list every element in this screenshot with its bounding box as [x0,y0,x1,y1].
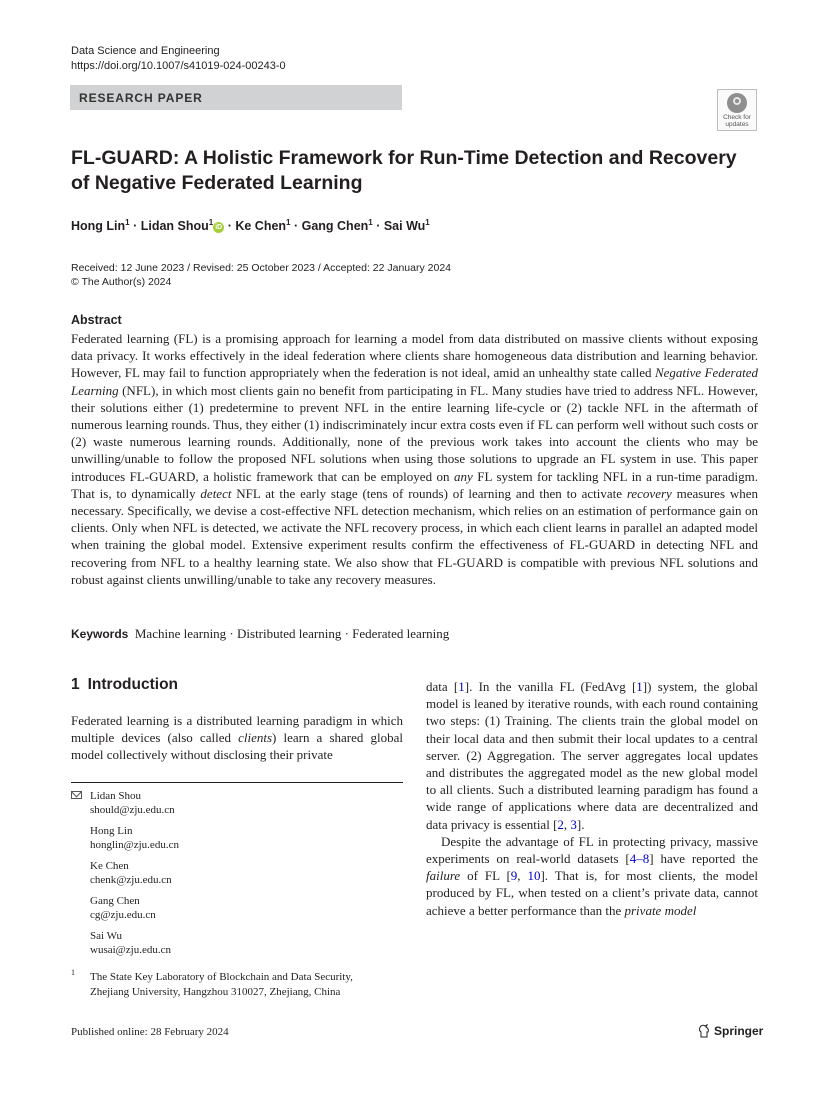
check-for-updates-icon[interactable] [717,89,757,131]
intro-emphasis: clients [238,730,273,746]
author-separator: · [224,219,236,234]
intro-text: of FL [ [460,868,511,884]
author-name: Gang Chen [301,219,369,234]
abstract-heading: Abstract [71,313,122,327]
orcid-icon[interactable]: iD [215,224,223,232]
author-affil: 1 [125,218,130,227]
abstract-text: NFL at the early stage (tens of rounds) of learning and then to activate [231,485,627,501]
abstract-text: (NFL), in which most clients gain no benefit from participating in FL. Many studies have tried to address NFL. However, their solutions either (1) predetermine to prevent NFL in the entire learning life-cycle or (2) tackle NFL in the aftermath of numerous learning rounds. Thus, they either (1) indiscriminately incur extra costs even if FL can perform well without such costs or (2) waste numerous learning rounds. Additionally, none of the previous work takes into account the clients who may be unwilling/unable to follow the proposed NFL solutions when using those solutions to upgrade an FL system in use. This paper introduces FL-GUARD, a holistic framework that can be employed on [71,382,758,484]
contact-email[interactable]: chenk@zju.edu.cn [90,874,172,886]
check-updates-line1: Check for [723,114,751,121]
intro-emphasis: failure [426,868,461,884]
doi-link[interactable]: https://doi.org/10.1007/s41019-024-00243-0 [71,60,286,72]
contact-entry [90,824,179,852]
intro-text: ]. That is, for most clients, the model produced by FL, when tested on a client’s private data, cannot achieve a better performance than the [426,868,758,918]
author-name: Sai Wu [383,219,426,234]
check-circle-icon [727,93,747,113]
author-name: Ke Chen [235,219,287,234]
contact-email[interactable]: cg@zju.edu.cn [90,909,156,921]
affiliation-text: The State Key Laboratory of Blockchain and Data Security, Zhejiang University, Hangzhou 310027, Zhejiang, China [90,971,353,998]
contact-entry [90,894,156,922]
author-list [71,218,430,233]
section-title: Introduction [87,676,179,693]
citation-link[interactable]: 1 [458,679,465,694]
footnote-divider [71,782,403,783]
section-number: 1 [71,676,80,693]
publisher-logo [698,1024,763,1038]
journal-name: Data Science and Engineering [71,45,220,57]
author-affil: 1 [368,218,373,227]
intro-right-column [426,678,758,919]
citation-link[interactable]: 2 [557,816,564,832]
contact-entry [90,859,172,887]
contact-email[interactable]: wusai@zju.edu.cn [90,944,171,956]
section-heading [71,676,178,694]
author-affil: 1 [208,218,214,227]
contact-name: Ke Chen [90,860,129,872]
paper-type-label: RESEARCH PAPER [79,91,203,105]
abstract-body [71,330,758,588]
intro-text: , [517,868,528,884]
abstract-text: Federated learning (FL) is a promising approach for learning a model from data distributed on massive clients without exposing data privacy. It works effectively in the ideal federation where clients share homogeneous data distribution and learning behavior. However, FL may fail to function appropriately when the federation is not ideal, amid an unhealthy state called [71,331,758,381]
intro-text: Federated learning is a distributed learning paradigm in which multiple devices (also called [71,713,403,746]
intro-text: ] have reported the [649,851,759,867]
citation-link[interactable]: 4–8 [629,851,650,867]
contact-entry [90,929,171,957]
mail-icon [71,791,82,799]
publisher-name: Springer [714,1024,764,1038]
copyright: © The Author(s) 2024 [71,276,172,288]
contact-name: Hong Lin [90,825,133,837]
abstract-text: measures when necessary. Specifically, we devise a cost-effective NFL detection mechanism, which relies on an estimation of performance gain on clients. Only when NFL is detected, we activate the NFL recovery process, in which each client learns in parallel an adapted model when training the global model. Extensive experiment results confirm the effectiveness of FL-GUARD in detecting NFL and recovering from NFL to a healthy learning state. We also show that FL-GUARD is compatible with previous NFL solutions and robust against clients unwilling/unable to take any recovery measures. [71,485,758,587]
published-online: Published online: 28 February 2024 [71,1026,229,1038]
intro-text: ]) system, the global model is leaned by iterative rounds, with each round containing two steps: (1) Training. The clients train the global model on their local data and then submit their local updates to a central server. (2) Aggregation. The server aggregates local updates and distributes the aggregated model as the new global model to all clients. Such a distributed learning paradigm has found a wide range of applications where data are decentralized and data privacy is essential [ [426,679,758,832]
journal-header [71,44,286,74]
intro-text: ]. In the vanilla FL (FedAvg [ [464,679,637,694]
author-separator: · [129,219,141,234]
abstract-emphasis: any [454,468,473,484]
keywords-heading: Keywords [71,627,129,641]
author-affil: 1 [425,218,430,227]
author-separator: · [290,219,302,234]
abstract-emphasis: detect [200,485,232,501]
paper-title: FL-GUARD: A Holistic Framework for Run-Time Detection and Recovery of Negative Federated Learning [71,147,737,194]
contact-email[interactable]: should@zju.edu.cn [90,804,175,816]
contact-name: Sai Wu [90,930,123,942]
paper-type-bar [70,85,402,110]
affiliation-mark: 1 [71,968,75,977]
contact-entry [90,789,175,817]
author-affil: 1 [286,218,291,227]
citation-link[interactable]: 10 [527,868,541,884]
author-separator: · [372,219,384,234]
intro-text: data [ [426,679,459,694]
contact-name: Lidan Shou [90,790,142,802]
intro-emphasis: private model [624,902,697,918]
contact-name: Gang Chen [90,895,140,907]
author-name: Hong Lin [71,219,126,234]
check-updates-line2: updates [725,121,749,128]
keywords-text: Machine learning · Distributed learning · Federated learning [134,626,450,641]
intro-text: Despite the advantage of FL in protecting privacy, massive experiments on real-world datasets [ [426,833,758,867]
intro-text: , [563,816,571,832]
history-dates: Received: 12 June 2023 / Revised: 25 October 2023 / Accepted: 22 January 2024 [71,262,452,274]
abstract-text: FL system for tackling NFL in a run-time paradigm. That is, to dynamically [71,468,758,501]
citation-link[interactable]: 9 [510,868,518,884]
citation-link[interactable]: 1 [636,679,643,694]
springer-horse-icon [698,1024,710,1038]
citation-link[interactable]: 3 [570,816,577,832]
keywords-line [71,626,449,642]
author-name: Lidan Shou [140,219,209,234]
contact-email[interactable]: honglin@zju.edu.cn [90,839,179,851]
abstract-emphasis: Negative Federated Learning [71,365,758,398]
abstract-emphasis: recovery [626,485,672,501]
intro-text: ) learn a shared global model collectively without disclosing their private [71,730,403,763]
intro-left-column [71,712,403,764]
intro-text: ]. [576,816,585,832]
dates-block [71,261,451,289]
